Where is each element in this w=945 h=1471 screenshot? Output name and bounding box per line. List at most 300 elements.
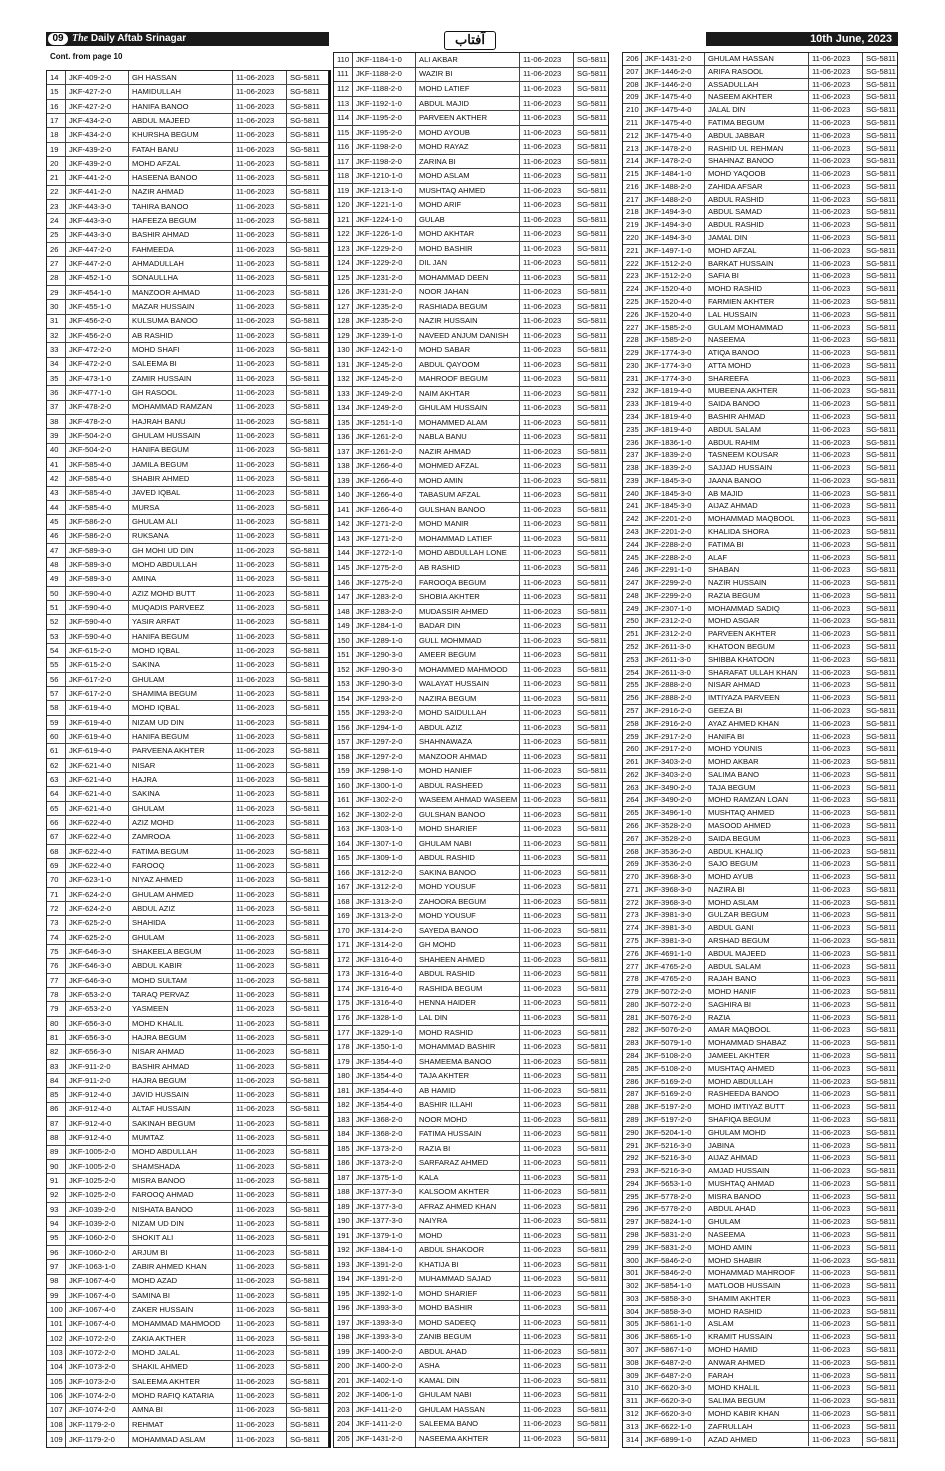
- file-id: JKF-1249-2-0: [353, 387, 416, 401]
- row-code: SG-5811: [866, 411, 896, 421]
- file-id: JKF-1375-1-0: [353, 1171, 416, 1185]
- serial-number: 302: [623, 1280, 642, 1292]
- serial-number: 130: [334, 343, 353, 357]
- person-name: ABDUL RASHID: [416, 967, 520, 981]
- table-row: [334, 1142, 608, 1157]
- person-name: SALIMA BANO: [705, 769, 809, 781]
- serial-number: 287: [623, 1088, 642, 1100]
- table-row: [334, 1011, 608, 1026]
- row-date: 11-06-2023: [233, 558, 287, 571]
- row-code: SG-5811: [290, 961, 320, 971]
- person-name: HANIFA BI: [705, 730, 809, 742]
- row-code: SG-5811: [290, 1276, 320, 1286]
- row-date: 11-06-2023: [520, 619, 574, 633]
- row-date: 11-06-2023: [520, 590, 574, 604]
- file-id: JKF-1411-2-0: [353, 1417, 416, 1431]
- table-row: [47, 902, 328, 916]
- person-name: FATIMA BEGUM: [705, 117, 809, 129]
- row-date: 11-06-2023: [520, 430, 574, 444]
- row-code: SG-5811: [577, 838, 607, 848]
- serial-number: 246: [623, 564, 642, 576]
- file-id: JKF-1235-2-0: [353, 300, 416, 314]
- table-row: [623, 104, 897, 117]
- file-id: JKF-477-1-0: [66, 386, 129, 399]
- row-date: 11-06-2023: [809, 155, 863, 167]
- serial-number: 269: [623, 858, 642, 870]
- row-code: SG-5811: [290, 517, 320, 527]
- serial-number: 196: [334, 1301, 353, 1315]
- row-code: SG-5811: [290, 316, 320, 326]
- row-code: SG-5811: [577, 664, 607, 674]
- serial-number: 286: [623, 1076, 642, 1088]
- row-code: SG-5811: [866, 1370, 896, 1380]
- row-date: 11-06-2023: [809, 1306, 863, 1318]
- serial-number: 237: [623, 449, 642, 461]
- row-code: SG-5811: [290, 645, 320, 655]
- table-row: [334, 314, 608, 329]
- row-date: 11-06-2023: [809, 449, 863, 461]
- row-date: 11-06-2023: [809, 730, 863, 742]
- file-id: JKF-2611-3-0: [642, 667, 705, 679]
- file-id: JKF-427-2-0: [66, 85, 129, 98]
- row-code: SG-5811: [577, 272, 607, 282]
- file-id: JKF-1261-2-0: [353, 445, 416, 459]
- row-date: 11-06-2023: [809, 1063, 863, 1075]
- newspaper-page: [46, 30, 898, 1448]
- file-id: JKF-1819-4-0: [642, 411, 705, 423]
- row-date: 11-06-2023: [233, 300, 287, 313]
- table-row: [623, 884, 897, 897]
- table-row: [334, 271, 608, 286]
- table-row: [334, 401, 608, 416]
- table-row: [47, 401, 328, 415]
- person-name: BASHIR AHMAD: [129, 1060, 233, 1073]
- file-id: JKF-2299-2-0: [642, 590, 705, 602]
- file-id: JKF-1475-4-0: [642, 104, 705, 116]
- row-code: SG-5811: [577, 1027, 607, 1037]
- row-code: SG-5811: [290, 1305, 320, 1315]
- table-row: [623, 654, 897, 667]
- serial-number: 300: [623, 1254, 642, 1266]
- row-date: 11-06-2023: [520, 1171, 574, 1185]
- table-row: [47, 1060, 328, 1074]
- file-id: JKF-1266-4-0: [353, 474, 416, 488]
- table-row: [334, 198, 608, 213]
- serial-number: 15: [47, 85, 66, 98]
- table-row: [47, 1404, 328, 1418]
- row-date: 11-06-2023: [809, 1191, 863, 1203]
- serial-number: 76: [47, 959, 66, 972]
- serial-number: 239: [623, 475, 642, 487]
- row-date: 11-06-2023: [809, 117, 863, 129]
- table-column-3: [622, 52, 898, 1448]
- row-date: 11-06-2023: [233, 429, 287, 442]
- row-date: 11-06-2023: [809, 1280, 863, 1292]
- serial-number: 216: [623, 181, 642, 193]
- row-date: 11-06-2023: [809, 615, 863, 627]
- file-id: JKF-1819-4-0: [642, 385, 705, 397]
- file-id: JKF-1354-4-0: [353, 1069, 416, 1083]
- table-row: [47, 186, 328, 200]
- table-row: [334, 663, 608, 678]
- file-id: JKF-439-2-0: [66, 143, 129, 156]
- row-code: SG-5811: [290, 531, 320, 541]
- table-row: [623, 1050, 897, 1063]
- row-date: 11-06-2023: [520, 198, 574, 212]
- row-date: 11-06-2023: [809, 296, 863, 308]
- person-name: SHOKIT ALI: [129, 1232, 233, 1245]
- serial-number: 295: [623, 1191, 642, 1203]
- table-row: [623, 1242, 897, 1255]
- row-date: 11-06-2023: [809, 1331, 863, 1343]
- serial-number: 142: [334, 518, 353, 532]
- row-date: 11-06-2023: [233, 974, 287, 987]
- file-id: JKF-3981-3-0: [642, 935, 705, 947]
- table-row: [47, 71, 328, 85]
- table-row: [47, 1189, 328, 1203]
- person-name: MOHD ASLAM: [416, 169, 520, 183]
- row-code: SG-5811: [866, 92, 896, 102]
- table-row: [623, 1267, 897, 1280]
- table-row: [334, 938, 608, 953]
- row-date: 11-06-2023: [233, 687, 287, 700]
- person-name: ABDUL SAMAD: [705, 206, 809, 218]
- row-date: 11-06-2023: [809, 1267, 863, 1279]
- file-id: JKF-1290-3-0: [353, 648, 416, 662]
- file-id: JKF-1400-2-0: [353, 1345, 416, 1359]
- row-date: 11-06-2023: [520, 866, 574, 880]
- serial-number: 193: [334, 1258, 353, 1272]
- row-date: 11-06-2023: [233, 1146, 287, 1159]
- person-name: SAGHIRA BI: [705, 999, 809, 1011]
- table-row: [334, 459, 608, 474]
- file-id: JKF-472-2-0: [66, 358, 129, 371]
- serial-number: 278: [623, 973, 642, 985]
- serial-number: 118: [334, 169, 353, 183]
- table-row: [623, 897, 897, 910]
- serial-number: 147: [334, 590, 353, 604]
- table-row: [334, 1287, 608, 1302]
- file-id: JKF-585-4-0: [66, 472, 129, 485]
- row-code: SG-5811: [866, 424, 896, 434]
- table-row: [623, 258, 897, 271]
- file-id: JKF-447-2-0: [66, 243, 129, 256]
- row-date: 11-06-2023: [809, 1318, 863, 1330]
- serial-number: 14: [47, 71, 66, 84]
- file-id: JKF-1391-2-0: [353, 1258, 416, 1272]
- person-name: MOHD AFZAL: [129, 157, 233, 170]
- row-date: 11-06-2023: [809, 654, 863, 666]
- row-code: SG-5811: [290, 101, 320, 111]
- row-date: 11-06-2023: [520, 1417, 574, 1431]
- row-date: 11-06-2023: [520, 793, 574, 807]
- file-id: JKF-656-3-0: [66, 1017, 129, 1030]
- person-name: DIL JAN: [416, 256, 520, 270]
- serial-number: 162: [334, 808, 353, 822]
- file-id: JKF-1316-4-0: [353, 953, 416, 967]
- serial-number: 226: [623, 309, 642, 321]
- row-code: SG-5811: [866, 987, 896, 997]
- row-date: 11-06-2023: [520, 880, 574, 894]
- serial-number: 292: [623, 1152, 642, 1164]
- table-row: [334, 909, 608, 924]
- person-name: ABDUL QAYOOM: [416, 358, 520, 372]
- row-code: SG-5811: [866, 680, 896, 690]
- file-id: JKF-1195-2-0: [353, 126, 416, 140]
- table-row: [334, 1301, 608, 1316]
- row-code: SG-5811: [577, 1245, 607, 1255]
- table-row: [623, 1433, 897, 1446]
- row-date: 11-06-2023: [520, 1026, 574, 1040]
- person-name: FARMIEN AKHTER: [705, 296, 809, 308]
- person-name: MOHD LATIEF: [416, 82, 520, 96]
- person-name: MOHD SABAR: [416, 343, 520, 357]
- row-date: 11-06-2023: [809, 424, 863, 436]
- row-code: SG-5811: [866, 463, 896, 473]
- row-date: 11-06-2023: [809, 258, 863, 270]
- table-row: [623, 155, 897, 168]
- serial-number: 139: [334, 474, 353, 488]
- row-code: SG-5811: [866, 1396, 896, 1406]
- file-id: JKF-2917-2-0: [642, 743, 705, 755]
- table-row: [623, 590, 897, 603]
- file-id: JKF-2888-2-0: [642, 679, 705, 691]
- person-name: HASEENA BANOO: [129, 171, 233, 184]
- row-code: SG-5811: [577, 577, 607, 587]
- row-date: 11-06-2023: [520, 387, 574, 401]
- row-date: 11-06-2023: [520, 1084, 574, 1098]
- row-date: 11-06-2023: [520, 416, 574, 430]
- row-code: SG-5811: [577, 751, 607, 761]
- row-code: SG-5811: [577, 1303, 607, 1313]
- table-row: [334, 822, 608, 837]
- row-date: 11-06-2023: [520, 1098, 574, 1112]
- person-name: GHULAM NABI: [416, 1388, 520, 1402]
- table-row: [47, 658, 328, 672]
- table-row: [47, 114, 328, 128]
- serial-number: 110: [334, 53, 353, 67]
- serial-number: 107: [47, 1404, 66, 1417]
- row-date: 11-06-2023: [233, 487, 287, 500]
- table-row: [334, 1258, 608, 1273]
- file-id: JKF-1379-1-0: [353, 1229, 416, 1243]
- serial-number: 284: [623, 1050, 642, 1062]
- table-column-2: [333, 52, 609, 1448]
- row-date: 11-06-2023: [809, 590, 863, 602]
- row-code: SG-5811: [577, 287, 607, 297]
- person-name: SHAFIQA BEGUM: [705, 1114, 809, 1126]
- row-code: SG-5811: [290, 1161, 320, 1171]
- row-date: 11-06-2023: [809, 1114, 863, 1126]
- serial-number: 19: [47, 143, 66, 156]
- file-id: JKF-1312-2-0: [353, 880, 416, 894]
- table-row: [47, 458, 328, 472]
- row-code: SG-5811: [290, 631, 320, 641]
- file-id: JKF-1845-3-0: [642, 488, 705, 500]
- table-row: [623, 436, 897, 449]
- person-name: AB RASHID: [416, 561, 520, 575]
- table-row: [334, 721, 608, 736]
- person-name: MOHAMMAD BASHIR: [416, 1040, 520, 1054]
- person-name: ATTA MOHD: [705, 360, 809, 372]
- row-date: 11-06-2023: [809, 1293, 863, 1305]
- serial-number: 141: [334, 503, 353, 517]
- file-id: JKF-1377-3-0: [353, 1185, 416, 1199]
- serial-number: 156: [334, 721, 353, 735]
- table-row: [47, 1246, 328, 1260]
- row-code: SG-5811: [866, 897, 896, 907]
- table-row: [334, 488, 608, 503]
- person-name: KULSUMA BANOO: [129, 315, 233, 328]
- table-row: [334, 1113, 608, 1128]
- row-date: 11-06-2023: [809, 564, 863, 576]
- file-id: JKF-1195-2-0: [353, 111, 416, 125]
- row-code: SG-5811: [866, 54, 896, 64]
- table-row: [623, 1280, 897, 1293]
- row-date: 11-06-2023: [520, 140, 574, 154]
- serial-number: 55: [47, 658, 66, 671]
- table-row: [47, 100, 328, 114]
- table-row: [47, 888, 328, 902]
- table-row: [623, 270, 897, 283]
- person-name: ALAF: [705, 551, 809, 563]
- person-name: MOHAMMAD SADIQ: [705, 603, 809, 615]
- file-id: JKF-452-1-0: [66, 272, 129, 285]
- row-date: 11-06-2023: [233, 673, 287, 686]
- row-code: SG-5811: [290, 1348, 320, 1358]
- serial-number: 53: [47, 630, 66, 643]
- table-row: [334, 750, 608, 765]
- person-name: GHULAM: [705, 1216, 809, 1228]
- table-row: [623, 1127, 897, 1140]
- row-date: 11-06-2023: [233, 787, 287, 800]
- person-name: REHMAT: [129, 1418, 233, 1431]
- table-row: [334, 982, 608, 997]
- serial-number: 280: [623, 999, 642, 1011]
- serial-number: 82: [47, 1045, 66, 1058]
- file-id: JKF-1313-2-0: [353, 895, 416, 909]
- table-row: [623, 1254, 897, 1267]
- row-code: SG-5811: [577, 737, 607, 747]
- table-row: [623, 309, 897, 322]
- row-code: SG-5811: [866, 1306, 896, 1316]
- row-date: 11-06-2023: [520, 488, 574, 502]
- file-id: JKF-3536-2-0: [642, 858, 705, 870]
- serial-number: 299: [623, 1242, 642, 1254]
- person-name: PARVEEN AKTHER: [416, 111, 520, 125]
- file-id: JKF-912-4-0: [66, 1117, 129, 1130]
- table-row: [47, 1303, 328, 1317]
- table-row: [47, 959, 328, 973]
- person-name: RAZIA BEGUM: [705, 590, 809, 602]
- row-date: 11-06-2023: [809, 1254, 863, 1266]
- row-date: 11-06-2023: [233, 1031, 287, 1044]
- file-id: JKF-5653-1-0: [642, 1178, 705, 1190]
- table-row: [334, 1417, 608, 1432]
- row-code: SG-5811: [577, 1172, 607, 1182]
- row-code: SG-5811: [866, 156, 896, 166]
- file-id: JKF-1213-1-0: [353, 184, 416, 198]
- row-date: 11-06-2023: [809, 526, 863, 538]
- serial-number: 179: [334, 1055, 353, 1069]
- row-date: 11-06-2023: [233, 415, 287, 428]
- row-date: 11-06-2023: [233, 615, 287, 628]
- serial-number: 116: [334, 140, 353, 154]
- row-code: SG-5811: [290, 660, 320, 670]
- file-id: JKF-1392-1-0: [353, 1287, 416, 1301]
- person-name: MOHD: [416, 1229, 520, 1243]
- row-code: SG-5811: [866, 1012, 896, 1022]
- serial-number: 33: [47, 343, 66, 356]
- row-code: SG-5811: [866, 846, 896, 856]
- row-code: SG-5811: [866, 552, 896, 562]
- row-date: 11-06-2023: [809, 1050, 863, 1062]
- file-id: JKF-1245-2-0: [353, 372, 416, 386]
- row-code: SG-5811: [866, 1357, 896, 1367]
- file-id: JKF-1836-1-0: [642, 436, 705, 448]
- file-id: JKF-619-4-0: [66, 744, 129, 757]
- person-name: GULAB: [416, 213, 520, 227]
- table-row: [47, 1375, 328, 1389]
- file-id: JKF-3403-2-0: [642, 769, 705, 781]
- file-id: JKF-1585-2-0: [642, 334, 705, 346]
- table-row: [334, 213, 608, 228]
- serial-number: 57: [47, 687, 66, 700]
- row-date: 11-06-2023: [809, 488, 863, 500]
- row-code: SG-5811: [577, 345, 607, 355]
- table-row: [47, 487, 328, 501]
- serial-number: 158: [334, 750, 353, 764]
- file-id: JKF-1819-4-0: [642, 398, 705, 410]
- table-row: [334, 155, 608, 170]
- file-id: JKF-656-3-0: [66, 1031, 129, 1044]
- row-date: 11-06-2023: [809, 641, 863, 653]
- person-name: MUSHTAQ AHMED: [416, 184, 520, 198]
- serial-number: 290: [623, 1127, 642, 1139]
- person-name: ABDUL RASHID: [705, 219, 809, 231]
- file-id: JKF-653-2-0: [66, 1002, 129, 1015]
- table-row: [623, 603, 897, 616]
- serial-number: 178: [334, 1040, 353, 1054]
- row-code: SG-5811: [577, 896, 607, 906]
- row-code: SG-5811: [577, 650, 607, 660]
- table-row: [334, 126, 608, 141]
- row-code: SG-5811: [866, 284, 896, 294]
- row-date: 11-06-2023: [809, 321, 863, 333]
- row-date: 11-06-2023: [233, 730, 287, 743]
- serial-number: 136: [334, 430, 353, 444]
- serial-number: 61: [47, 744, 66, 757]
- person-name: RASHEEDA BANOO: [705, 1088, 809, 1100]
- person-name: ASSADULLAH: [705, 79, 809, 91]
- file-id: JKF-2916-2-0: [642, 718, 705, 730]
- row-code: SG-5811: [577, 1216, 607, 1226]
- file-id: JKF-1249-2-0: [353, 401, 416, 415]
- row-code: SG-5811: [290, 731, 320, 741]
- serial-number: 87: [47, 1117, 66, 1130]
- serial-number: 160: [334, 779, 353, 793]
- person-name: SONAULLHA: [129, 272, 233, 285]
- person-name: TASNEEM KOUSAR: [705, 449, 809, 461]
- row-code: SG-5811: [290, 1090, 320, 1100]
- row-date: 11-06-2023: [520, 663, 574, 677]
- person-name: KAMAL DIN: [416, 1374, 520, 1388]
- row-date: 11-06-2023: [520, 1200, 574, 1214]
- table-row: [623, 526, 897, 539]
- serial-number: 134: [334, 401, 353, 415]
- row-code: SG-5811: [290, 1290, 320, 1300]
- serial-number: 199: [334, 1345, 353, 1359]
